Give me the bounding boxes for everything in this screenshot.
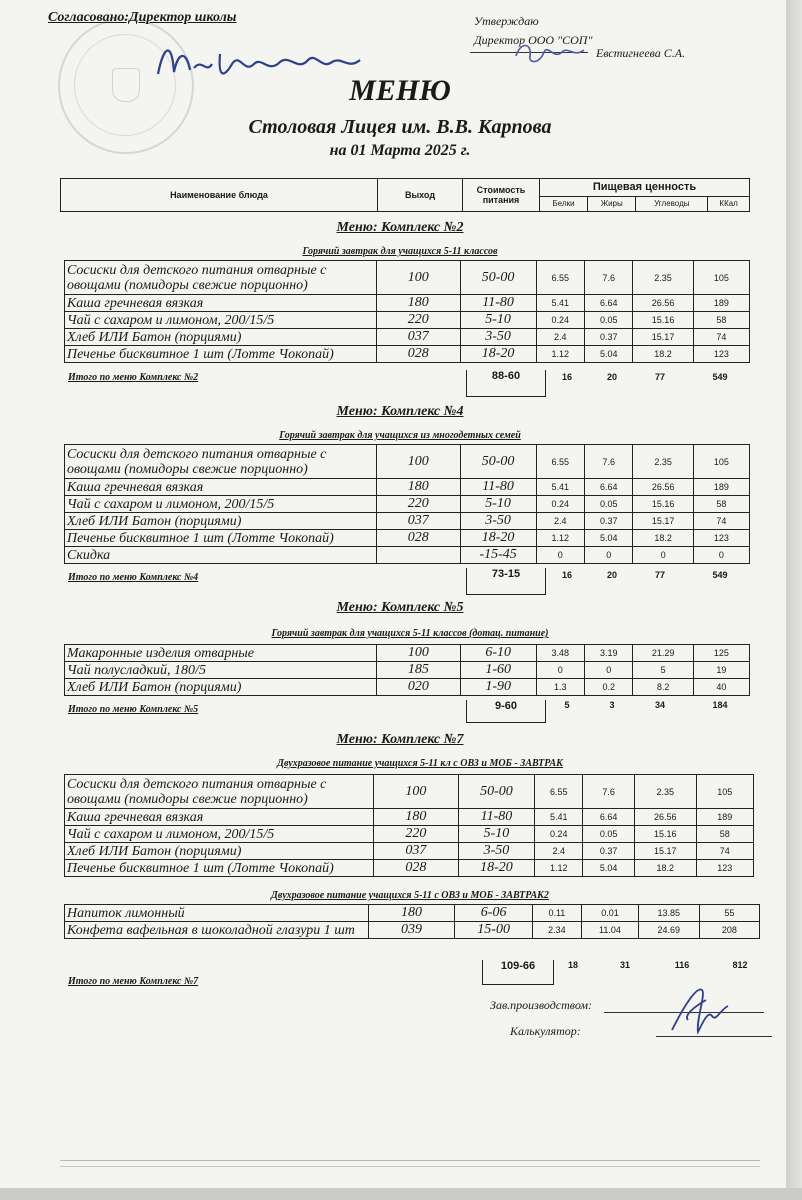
dish-cost: 6-06	[455, 905, 532, 922]
dish-protein: 5.41	[536, 295, 584, 312]
dish-carbs: 15.17	[633, 513, 693, 530]
table-row	[65, 547, 750, 564]
dish-output: 039	[368, 922, 455, 939]
dish-name: Макаронные изделия отварные	[65, 645, 377, 662]
dish-output: 220	[374, 826, 459, 843]
director-label: Директор ООО "СОП"	[474, 33, 593, 47]
dish-fat: 0	[585, 662, 633, 679]
dish-carbs: 2.35	[633, 261, 693, 295]
col-nutrition: Пищевая ценность	[540, 179, 750, 197]
dish-protein: 5.41	[536, 479, 584, 496]
table-row	[65, 775, 754, 809]
total-carbs: 77	[654, 570, 665, 580]
total-protein: 16	[561, 570, 572, 580]
table-row	[65, 530, 750, 547]
dish-protein: 5.41	[535, 809, 583, 826]
col-name: Наименование блюда	[61, 179, 378, 212]
section-subtitle: Двухразовое питание учащихся 5-11 кл с ОВЗ и МОБ - ЗАВТРАК	[277, 758, 563, 769]
dish-fat: 0.37	[583, 843, 635, 860]
total-protein: 16	[561, 372, 572, 382]
dish-name: Чай полусладкий, 180/5	[65, 662, 377, 679]
table-row	[65, 860, 754, 877]
dish-name: Сосиски для детского питания отварные с овощами (помидоры свежие порционно)	[65, 445, 377, 479]
dish-protein: 6.55	[536, 445, 584, 479]
dish-cost: 18-20	[458, 860, 535, 877]
col-carbs: Углеводы	[636, 196, 708, 211]
dish-kcal: 189	[693, 479, 749, 496]
dish-output: 037	[376, 329, 460, 346]
dish-output: 100	[374, 775, 459, 809]
dish-fat: 7.6	[584, 261, 632, 295]
table-row	[65, 843, 754, 860]
dish-fat: 6.64	[585, 479, 633, 496]
dish-cost: 1-90	[460, 679, 536, 696]
dish-protein: 0.11	[532, 905, 581, 922]
dish-name: Хлеб ИЛИ Батон (порциями)	[65, 513, 377, 530]
total-cost: 88-60	[466, 370, 546, 397]
col-protein: Белки	[540, 196, 588, 211]
dish-carbs: 24.69	[638, 922, 699, 939]
table-row	[65, 905, 760, 922]
dish-protein: 2.4	[536, 329, 584, 346]
dish-protein: 1.12	[536, 346, 584, 363]
section-title: Меню: Комплекс №4	[336, 404, 464, 419]
dish-name: Конфета вафельная в шоколадной глазури 1 шт	[65, 922, 369, 939]
dish-name: Хлеб ИЛИ Батон (порциями)	[65, 679, 377, 696]
dish-cost: 11-80	[458, 809, 535, 826]
dish-cost: 5-10	[460, 312, 536, 329]
total-carbs: 116	[674, 960, 690, 970]
calculator-label: Калькулятор:	[510, 1024, 581, 1038]
dish-output: 028	[376, 530, 460, 547]
dish-kcal: 58	[696, 826, 753, 843]
dish-name: Печенье бисквитное 1 шт (Лотте Чокопай)	[65, 346, 377, 363]
total-fat: 31	[619, 960, 630, 970]
dish-protein: 1.12	[535, 860, 583, 877]
dish-fat: 7.6	[585, 445, 633, 479]
dish-output: 185	[377, 662, 461, 679]
dish-kcal: 40	[693, 679, 749, 696]
dish-protein: 0	[536, 547, 584, 564]
dish-cost: 11-80	[460, 479, 536, 496]
dish-name: Печенье бисквитное 1 шт (Лотте Чокопай)	[65, 860, 374, 877]
total-kcal: 549	[712, 570, 728, 580]
dish-kcal: 58	[693, 312, 749, 329]
dish-kcal: 55	[699, 905, 759, 922]
menu-table-2	[64, 904, 760, 939]
approval-left: Согласовано:Директор школы	[48, 10, 237, 25]
dish-output: 037	[374, 843, 459, 860]
section-subtitle: Горячий завтрак для учащихся 5-11 классов	[302, 246, 498, 257]
menu-table	[64, 444, 750, 564]
section-subtitle-2: Двухразовое питание учащихся 5-11 с ОВЗ и МОБ - ЗАВТРАК2	[271, 890, 549, 901]
dish-kcal: 189	[693, 295, 749, 312]
dish-kcal: 125	[693, 645, 749, 662]
dish-carbs: 8.2	[633, 679, 693, 696]
dish-output: 100	[377, 645, 461, 662]
dish-protein: 0.24	[536, 496, 584, 513]
dish-cost: 3-50	[460, 513, 536, 530]
col-cost: Стоимость питания	[463, 179, 540, 212]
total-protein: 5	[564, 700, 570, 710]
dish-carbs: 26.56	[633, 479, 693, 496]
table-row	[65, 922, 760, 939]
menu-title: МЕНЮ	[349, 74, 451, 107]
dish-output: 180	[374, 809, 459, 826]
dish-carbs: 15.17	[633, 329, 693, 346]
table-row	[65, 346, 750, 363]
table-row	[65, 496, 750, 513]
dish-fat: 0.05	[585, 496, 633, 513]
signature-footer-icon	[662, 980, 752, 1040]
dish-output: 020	[377, 679, 461, 696]
dish-kcal: 189	[696, 809, 753, 826]
dish-fat: 0.05	[583, 826, 635, 843]
col-kcal: ККал	[708, 196, 750, 211]
dish-carbs: 2.35	[635, 775, 697, 809]
dish-fat: 0.01	[581, 905, 638, 922]
menu-date: на 01 Марта 2025 г.	[329, 142, 471, 159]
dish-name: Сосиски для детского питания отварные с овощами (помидоры свежие порционно)	[65, 775, 374, 809]
dish-kcal: 0	[693, 547, 749, 564]
dish-kcal: 123	[693, 346, 749, 363]
dish-output: 037	[376, 513, 460, 530]
section-subtitle: Горячий завтрак для учащихся из многодетных семей	[279, 430, 521, 441]
dish-kcal: 123	[696, 860, 753, 877]
dish-kcal: 58	[693, 496, 749, 513]
page-edge	[60, 1160, 760, 1161]
dish-carbs: 5	[633, 662, 693, 679]
dish-fat: 5.04	[583, 860, 635, 877]
dish-carbs: 2.35	[633, 445, 693, 479]
dish-kcal: 123	[693, 530, 749, 547]
dish-cost: 11-80	[460, 295, 536, 312]
section-subtitle: Горячий завтрак для учащихся 5-11 классов (дотац. питание)	[271, 628, 549, 639]
dish-carbs: 26.56	[635, 809, 697, 826]
total-protein: 18	[567, 960, 578, 970]
total-kcal: 549	[712, 372, 728, 382]
photo-bottom	[0, 1188, 802, 1200]
table-row	[65, 445, 750, 479]
col-output: Выход	[378, 179, 463, 212]
dish-name: Хлеб ИЛИ Батон (порциями)	[65, 329, 377, 346]
dish-output: 180	[376, 479, 460, 496]
table-row	[65, 513, 750, 530]
total-label: Итого по меню Комплекс №7	[68, 976, 199, 987]
dish-cost: 18-20	[460, 530, 536, 547]
dish-name: Печенье бисквитное 1 шт (Лотте Чокопай)	[65, 530, 377, 547]
dish-kcal: 19	[693, 662, 749, 679]
total-fat: 20	[606, 372, 617, 382]
dish-output	[376, 547, 460, 564]
approve-label: Утверждаю	[474, 14, 539, 28]
dish-kcal: 105	[696, 775, 753, 809]
dish-cost: 15-00	[455, 922, 532, 939]
dish-protein: 0	[536, 662, 584, 679]
dish-fat: 5.04	[584, 346, 632, 363]
dish-cost: 50-00	[458, 775, 535, 809]
total-label: Итого по меню Комплекс №2	[68, 372, 199, 383]
dish-protein: 1.12	[536, 530, 584, 547]
dish-protein: 6.55	[536, 261, 584, 295]
dish-output: 180	[368, 905, 455, 922]
dish-carbs: 15.16	[633, 496, 693, 513]
total-label: Итого по меню Комплекс №4	[68, 572, 199, 583]
dish-fat: 7.6	[583, 775, 635, 809]
dish-output: 220	[376, 312, 460, 329]
dish-kcal: 74	[693, 329, 749, 346]
dish-cost: 18-20	[460, 346, 536, 363]
total-kcal: 184	[712, 700, 728, 710]
table-row	[65, 261, 750, 295]
dish-carbs: 15.17	[635, 843, 697, 860]
dish-output: 100	[376, 445, 460, 479]
dish-carbs: 15.16	[635, 826, 697, 843]
table-row	[65, 645, 750, 662]
dish-protein: 0.24	[536, 312, 584, 329]
total-carbs: 77	[654, 372, 665, 382]
dish-carbs: 18.2	[633, 530, 693, 547]
menu-table	[64, 260, 750, 363]
section-title: Меню: Комплекс №2	[336, 220, 464, 235]
dish-carbs: 26.56	[633, 295, 693, 312]
dish-fat: 6.64	[584, 295, 632, 312]
stamp-emblem-icon	[112, 68, 140, 102]
dish-protein: 6.55	[535, 775, 583, 809]
dish-fat: 6.64	[583, 809, 635, 826]
total-fat: 20	[606, 570, 617, 580]
director-name: Евстигнеева С.А.	[596, 46, 686, 60]
dish-carbs: 13.85	[638, 905, 699, 922]
table-row	[65, 479, 750, 496]
dish-cost: 5-10	[460, 496, 536, 513]
dish-cost: -15-45	[460, 547, 536, 564]
dish-output: 100	[376, 261, 460, 295]
production-label: Зав.производством:	[490, 998, 593, 1012]
dish-name: Напиток лимонный	[65, 905, 369, 922]
dish-kcal: 208	[699, 922, 759, 939]
table-row	[65, 679, 750, 696]
dish-output: 028	[374, 860, 459, 877]
dish-protein: 2.4	[536, 513, 584, 530]
dish-kcal: 74	[696, 843, 753, 860]
dish-fat: 5.04	[585, 530, 633, 547]
dish-cost: 6-10	[460, 645, 536, 662]
dish-carbs: 0	[633, 547, 693, 564]
photo-edge	[786, 0, 802, 1200]
col-fat: Жиры	[588, 196, 636, 211]
dish-cost: 3-50	[458, 843, 535, 860]
total-cost: 9-60	[466, 700, 546, 723]
dish-name: Чай с сахаром и лимоном, 200/15/5	[65, 826, 374, 843]
dish-cost: 50-00	[460, 261, 536, 295]
dish-kcal: 105	[693, 445, 749, 479]
dish-fat: 0.05	[584, 312, 632, 329]
dish-output: 220	[376, 496, 460, 513]
page-edge	[60, 1166, 760, 1167]
dish-protein: 0.24	[535, 826, 583, 843]
dish-cost: 3-50	[460, 329, 536, 346]
dish-output: 180	[376, 295, 460, 312]
table-row	[65, 295, 750, 312]
dish-name: Чай с сахаром и лимоном, 200/15/5	[65, 496, 377, 513]
total-label: Итого по меню Комплекс №5	[68, 704, 199, 715]
dish-name: Каша гречневая вязкая	[65, 295, 377, 312]
table-row	[65, 826, 754, 843]
dish-cost: 1-60	[460, 662, 536, 679]
dish-carbs: 18.2	[635, 860, 697, 877]
dish-cost: 5-10	[458, 826, 535, 843]
dish-fat: 0.37	[585, 513, 633, 530]
signature-right-icon	[510, 38, 590, 68]
dish-protein: 3.48	[536, 645, 584, 662]
dish-cost: 50-00	[460, 445, 536, 479]
total-carbs: 34	[654, 700, 665, 710]
section-title: Меню: Комплекс №7	[336, 732, 464, 747]
canteen-name: Столовая Лицея им. В.В. Карпова	[248, 116, 552, 138]
dish-kcal: 105	[693, 261, 749, 295]
dish-protein: 2.34	[532, 922, 581, 939]
dish-name: Чай с сахаром и лимоном, 200/15/5	[65, 312, 377, 329]
section-title: Меню: Комплекс №5	[336, 600, 464, 615]
dish-carbs: 18.2	[633, 346, 693, 363]
dish-fat: 0	[585, 547, 633, 564]
dish-fat: 3.19	[585, 645, 633, 662]
dish-name: Каша гречневая вязкая	[65, 479, 377, 496]
dish-protein: 1.3	[536, 679, 584, 696]
menu-table	[64, 774, 754, 877]
dish-carbs: 21.29	[633, 645, 693, 662]
dish-fat: 0.37	[584, 329, 632, 346]
dish-output: 028	[376, 346, 460, 363]
total-cost: 73-15	[466, 568, 546, 595]
total-fat: 3	[609, 700, 615, 710]
table-row	[65, 662, 750, 679]
dish-carbs: 15.16	[633, 312, 693, 329]
total-cost: 109-66	[482, 960, 554, 985]
dish-name: Скидка	[65, 547, 377, 564]
table-row	[65, 809, 754, 826]
dish-kcal: 74	[693, 513, 749, 530]
column-header	[60, 178, 750, 212]
total-kcal: 812	[732, 960, 748, 970]
table-row	[65, 312, 750, 329]
table-row	[65, 329, 750, 346]
dish-name: Хлеб ИЛИ Батон (порциями)	[65, 843, 374, 860]
menu-table	[64, 644, 750, 696]
dish-name: Каша гречневая вязкая	[65, 809, 374, 826]
dish-protein: 2.4	[535, 843, 583, 860]
dish-name: Сосиски для детского питания отварные с овощами (помидоры свежие порционно)	[65, 261, 377, 295]
dish-fat: 0.2	[585, 679, 633, 696]
dish-fat: 11.04	[581, 922, 638, 939]
